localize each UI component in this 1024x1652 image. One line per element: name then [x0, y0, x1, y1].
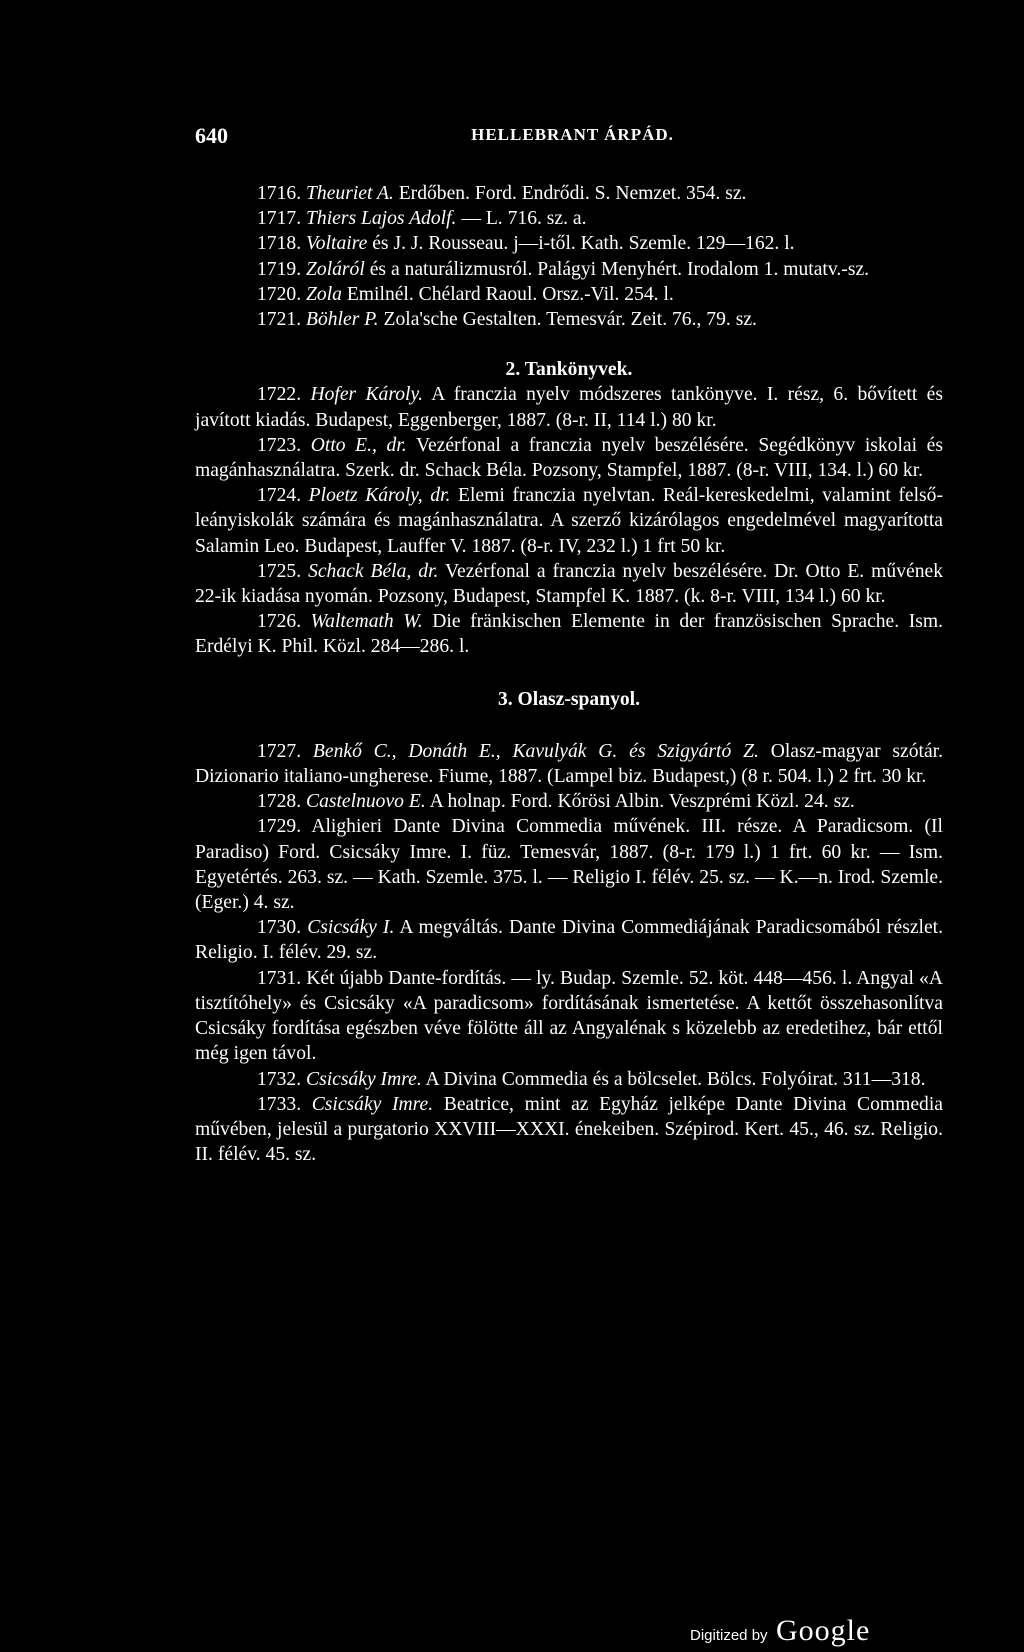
bib-entry — [195, 559, 943, 609]
entry-author: Zola — [306, 283, 342, 305]
entry-author: Böhler P. — [306, 309, 379, 331]
bib-entry — [195, 789, 943, 814]
entry-number: 1721. — [257, 309, 302, 331]
entry-number: 1724. — [257, 485, 302, 507]
entry-text: A Divina Commedia és a bölcselet. Bölcs. Folyóirat. 311—318. — [425, 1068, 926, 1090]
entry-author: Waltemath W. — [310, 611, 423, 633]
entry-text: Zola'sche Gestalten. Temesvár. Zeit. 76., 79. sz. — [383, 309, 757, 331]
bib-entry — [195, 814, 943, 915]
bib-entry — [195, 1067, 943, 1092]
entry-text: A holnap. Ford. Kőrösi Albin. Veszprémi Közl. 24. sz. — [429, 791, 855, 813]
entry-text: és a naturálizmusról. Palágyi Menyhért. Irodalom 1. mutatv.-sz. — [369, 258, 870, 280]
entry-text: Vezérfonal a franczia nyelv beszélésére. Dr. Otto E. művének 22-ik kiadása nyomán. Pozsony, Budapest, Stampfel K. 1887. (k. 8-r. VIII, 134 l.) 60 kr. — [195, 560, 943, 608]
google-logo: Google — [776, 1614, 871, 1647]
entry-author: Theuriet A. — [306, 183, 394, 204]
entry-text: Emilnél. Chélard Raoul. Orsz.-Vil. 254. l. — [346, 283, 674, 305]
bib-entry — [195, 257, 943, 282]
bib-entry — [195, 1092, 943, 1168]
bib-entry — [195, 206, 943, 231]
entry-text: és J. J. Rousseau. j—i-től. Kath. Szemle. 129—162. l. — [372, 233, 795, 255]
bib-entry — [195, 382, 943, 432]
section-title-italian-spanish: 3. Olasz-spanyol. — [497, 688, 641, 710]
entry-text: Die fränkischen Elemente in der französischen Sprache. Ism. Erdélyi K. Phil. Közl. 284—286. l. — [195, 611, 943, 658]
page-header — [195, 123, 950, 153]
running-head: HELLEBRANT ÁRPÁD. — [471, 125, 674, 144]
entry-text: — L. 716. sz. a. — [461, 208, 587, 230]
entry-number: 1733. — [257, 1093, 302, 1115]
entry-author: Csicsáky I. — [307, 917, 395, 939]
bib-entry — [195, 915, 943, 965]
entry-number: 1727. — [257, 740, 302, 762]
entry-author: Ploetz Károly, dr. — [308, 485, 451, 507]
entry-number: 1730. — [257, 917, 302, 939]
bib-entry — [195, 609, 943, 659]
entry-text: A megváltás. Dante Divina Commediájának Paradicsomából részlet. Religio. I. félév. 29. sz. — [195, 917, 943, 964]
bib-entry — [195, 483, 943, 559]
bib-entry — [195, 966, 943, 1067]
bibliography-body — [195, 181, 943, 1167]
entry-number: 1729. — [257, 816, 302, 838]
entry-author: Csicsáky Imre. — [306, 1068, 422, 1090]
entry-number: 1718. — [257, 233, 302, 255]
entry-text: Olasz-magyar szótár. Dizionario italiano-ungherese. Fiume, 1887. (Lampel biz. Budapest,) (8 r. 504. l.) 2 frt. 30 kr. — [195, 740, 943, 788]
entry-number: 1720. — [257, 283, 302, 305]
bib-entry — [195, 181, 943, 206]
entry-author: Thiers Lajos Adolf. — [306, 208, 457, 230]
entry-text: A franczia nyelv módszeres tankönyve. I. rész, 6. bővített és javított kiadás. Budapest, Eggenberger, 1887. (8-r. II, 114 l.) 80 kr. — [195, 384, 943, 431]
entry-text: Beatrice, mint az Egyház jelképe Dante Divina Commedia művében, jelesül a purgatorio XXVIII—XXXI. énekeiben. Szépirod. Kert. 45., 46. sz. Religio. II. félév. 45. sz. — [195, 1093, 943, 1166]
entry-text: Alighieri Dante Divina Commedia művének. III. része. A Paradicsom. (Il Paradiso) Ford. Csicsáky Imre. I. füz. Temesvár, 1887. (8-r. 179 l.) 1 frt. 60 kr. — Ism. Egyetértés. 263. sz. — Kath. Szemle. 375. l. — Religio I. félév. 25. sz. — K.—n. Irod. Szemle. (Eger.) 4. sz. — [195, 816, 944, 914]
entries-block-1 — [195, 181, 943, 332]
entry-number: 1728. — [257, 791, 302, 813]
entry-author: Otto E., dr. — [310, 434, 407, 456]
page-number: 640 — [195, 123, 228, 148]
entry-text: Két újabb Dante-fordítás. — ly. Budap. Szemle. 52. köt. 448—456. l. Angyal «A tisztítóhely» és Csicsáky «A paradicsom» fordításának ismertetése. A kettőt összehasonlítva Csicsáky fordítása egészben véve fölötte áll az Angyalénak s közelebb az eredetihez, bár ettől még igen távol. — [195, 967, 943, 1065]
bib-entry — [195, 282, 943, 307]
entry-text: Erdőben. Ford. Endrődi. S. Nemzet. 354. sz. — [398, 183, 747, 204]
bib-entry — [195, 739, 943, 789]
entries-block-3 — [195, 739, 943, 1167]
entry-author: Benkő C., Donáth E., Kavulyák G. és Szigyártó Z. — [312, 740, 759, 762]
entry-number: 1722. — [257, 384, 302, 406]
bib-entry — [195, 307, 943, 332]
entry-text: Vezérfonal a franczia nyelv beszélésére. Segédkönyv iskolai és magánhasználatra. Szerk. dr. Schack Béla. Pozsony, Stampfel, 1887. (8-r. VIII, 134. l.) 60 kr. — [195, 434, 944, 482]
entry-number: 1719. — [257, 258, 302, 280]
entry-number: 1731. — [257, 967, 302, 989]
entry-number: 1726. — [257, 611, 302, 633]
entry-number: 1725. — [257, 560, 302, 582]
bib-entry — [195, 231, 943, 256]
entry-text: Elemi franczia nyelvtan. Reál-kereskedelmi, valamint felső-leányiskolák számára és magánhasználatra. A szerző kizárólagos engedelmével magyarította Salamin Leo. Budapest, Lauffer V. 1887. (8-r. IV, 232 l.) 1 frt 50 kr. — [195, 485, 943, 557]
entry-number: 1716. — [257, 183, 302, 204]
entry-author: Csicsáky Imre. — [311, 1093, 434, 1115]
entry-number: 1717. — [257, 208, 302, 230]
entry-author: Castelnuovo E. — [306, 791, 426, 813]
entry-author: Hofer Károly. — [310, 384, 424, 406]
section-title-textbooks: 2. Tankönyvek. — [505, 359, 633, 381]
entry-author: Zoláról — [306, 258, 365, 280]
digitized-label: Digitized by — [690, 1627, 768, 1644]
entry-number: 1732. — [257, 1068, 302, 1090]
bib-entry — [195, 433, 943, 483]
digitized-footer — [690, 1614, 950, 1648]
entry-number: 1723. — [257, 434, 302, 456]
entries-block-2 — [195, 382, 943, 659]
entry-author: Voltaire — [306, 233, 368, 255]
entry-author: Schack Béla, dr. — [308, 560, 439, 582]
